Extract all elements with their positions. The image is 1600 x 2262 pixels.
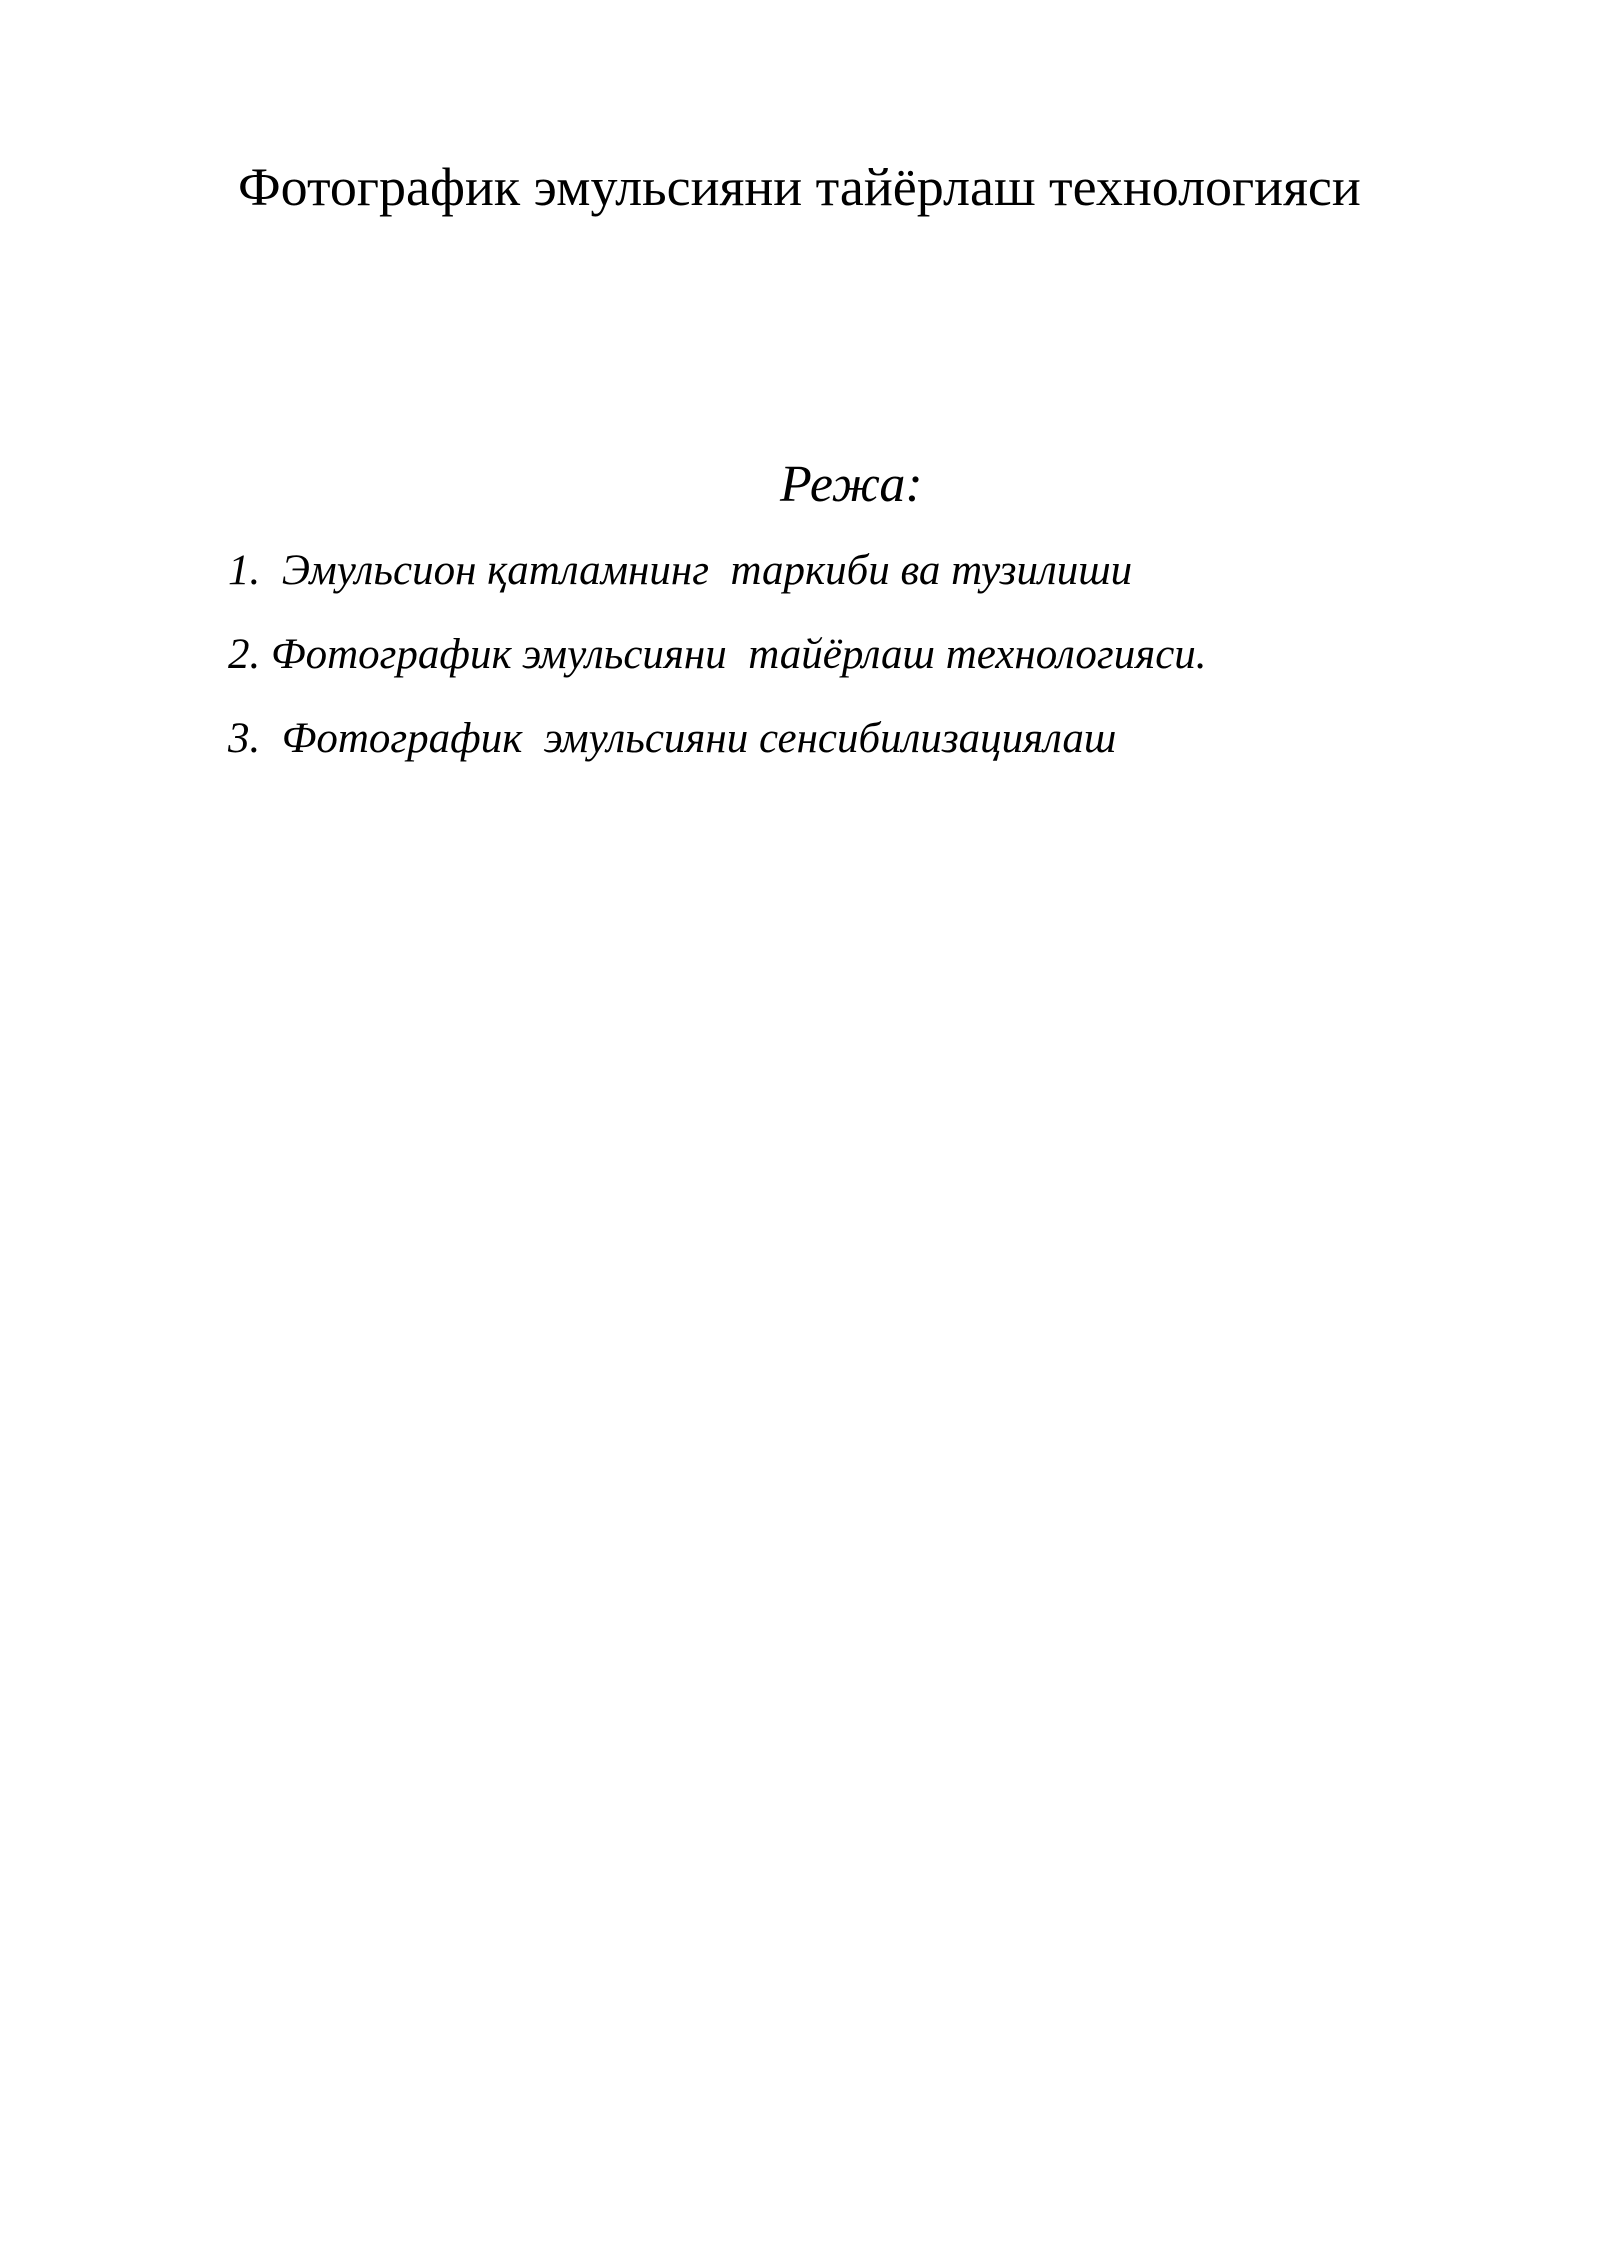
plan-list (228, 542, 1207, 794)
document-title: Фотографик эмульсияни тайёрлаш технологияси (238, 157, 1361, 217)
plan-item: 3. Фотографик эмульсияни сенсибилизациялаш (228, 715, 1117, 762)
plan-item: 2. Фотографик эмульсияни тайёрлаш технологияси. (228, 631, 1207, 678)
plan-heading: Режа: (780, 456, 923, 513)
plan-item: 1. Эмульсион қатламнинг таркиби ва тузилиши (228, 547, 1133, 594)
